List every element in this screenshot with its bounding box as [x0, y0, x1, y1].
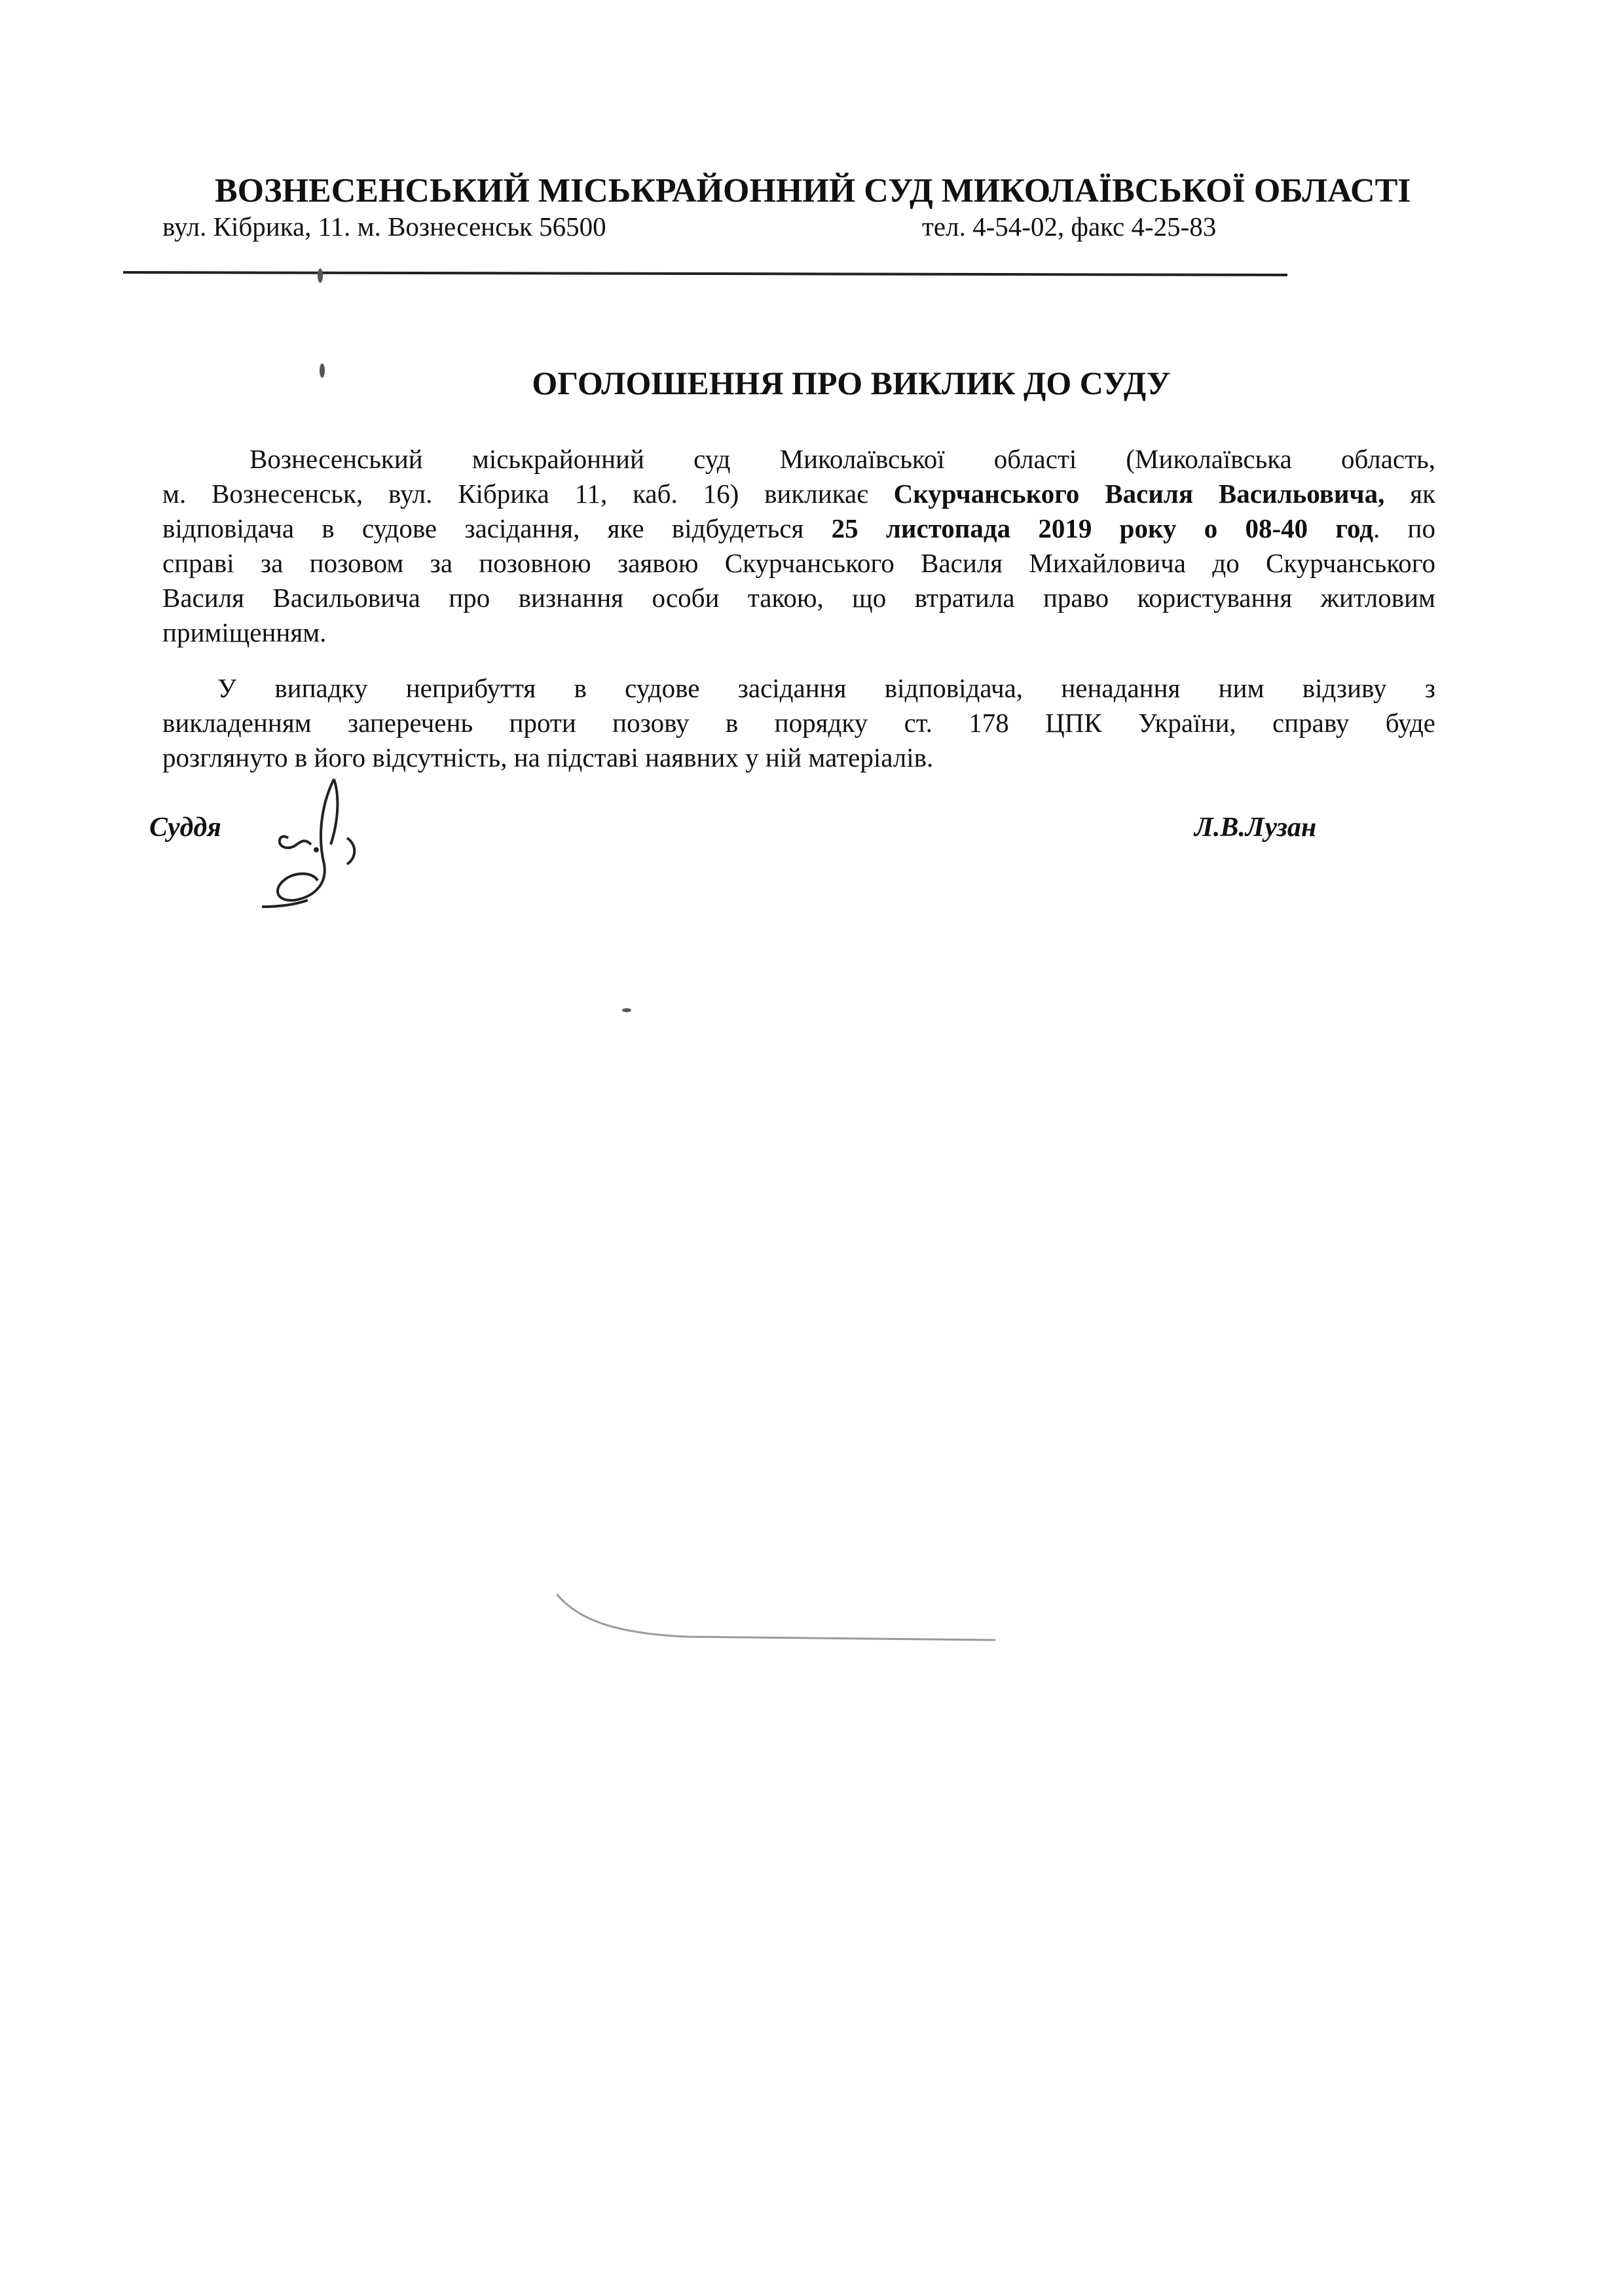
- defendant-name: Скурчанського Василя Васильовича,: [893, 479, 1385, 509]
- signature-label: Суддя: [149, 812, 221, 843]
- text: м. Вознесенськ, вул. Кібрика 11, каб. 16) викликає: [162, 479, 894, 509]
- paragraph-line: [249, 443, 1435, 475]
- text: як: [1384, 479, 1436, 509]
- text: Василя Васильовича про визнання особи такою, що втратила право користування житловим: [162, 583, 1435, 613]
- paragraph-line: [217, 672, 1435, 704]
- text: У випадку неприбуття в судове засідання відповідача, ненадання ним відзиву з: [217, 673, 1435, 703]
- judge-name: Л.В.Лузан: [1194, 812, 1317, 843]
- scan-artifact: [557, 1591, 1002, 1643]
- paragraph-line: [162, 477, 1435, 510]
- scan-artifact: [318, 268, 323, 283]
- document-title: ОГОЛОШЕННЯ ПРО ВИКЛИК ДО СУДУ: [532, 365, 1171, 401]
- scan-artifact: [320, 363, 325, 378]
- paragraph-line: [162, 616, 1435, 649]
- court-address: вул. Кібрика, 11. м. Вознесенськ 56500: [162, 211, 606, 242]
- court-name: ВОЗНЕСЕНСЬКИЙ МІСЬКРАЙОННИЙ СУД МИКОЛАЇВСЬКОЇ ОБЛАСТІ: [215, 172, 1411, 210]
- text: . по: [1373, 513, 1435, 543]
- court-phone: тел. 4-54-02, факс 4-25-83: [922, 211, 1217, 242]
- paragraph-line: [162, 547, 1435, 579]
- text: розглянуто в його відсутність, на підставі наявних у ній матеріалів.: [162, 742, 934, 773]
- text: справі за позовом за позовною заявою Скурчанського Василя Михайловича до Скурчанського: [162, 548, 1435, 578]
- text: відповідача в судове засідання, яке відбудеться: [162, 513, 832, 543]
- header-divider: [123, 271, 1287, 276]
- handwritten-signature: [249, 766, 399, 917]
- hearing-datetime: 25 листопада 2019 року о 08-40 год: [831, 513, 1374, 543]
- paragraph-line: [162, 706, 1435, 739]
- text: приміщенням.: [162, 617, 327, 647]
- paragraph-line: [162, 512, 1435, 545]
- paragraph-line: [162, 581, 1435, 614]
- scan-artifact: [622, 1008, 631, 1012]
- text: Вознесенський міськрайонний суд Миколаївської області (Миколаївська область,: [249, 444, 1435, 474]
- text: викладенням заперечень проти позову в порядку ст. 178 ЦПК України, справу буде: [162, 708, 1435, 738]
